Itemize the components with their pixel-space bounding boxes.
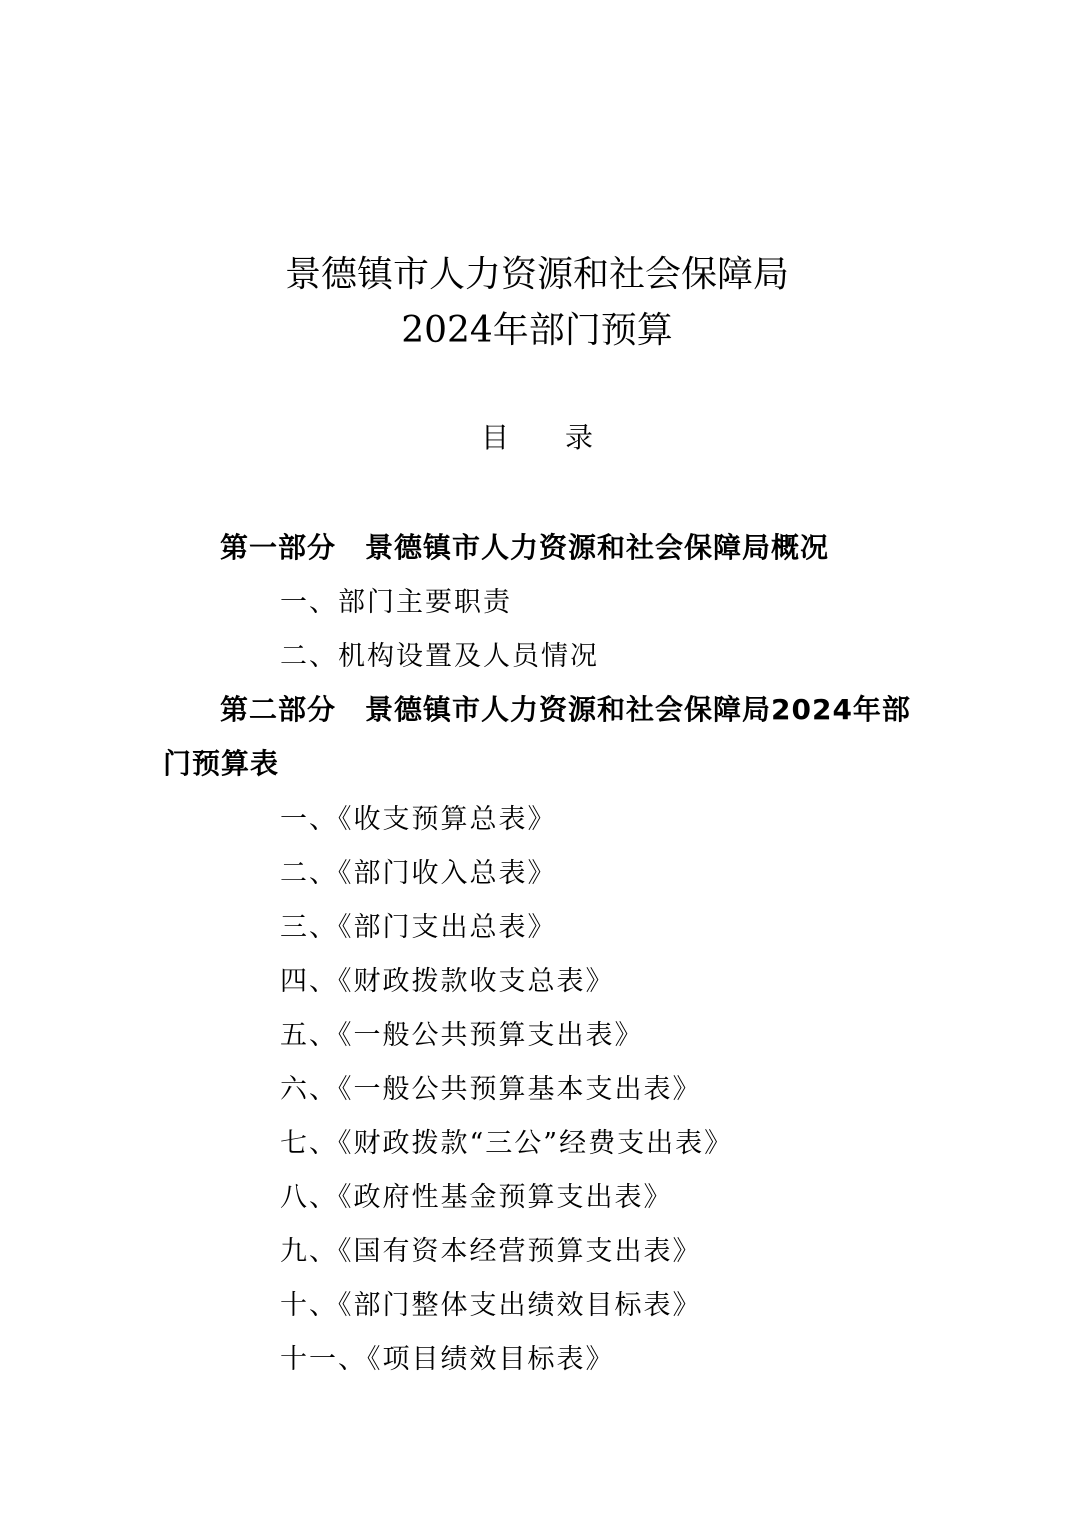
toc-item: 二、机构设置及人员情况 [280,641,599,672]
toc-item: 三、《部门支出总表》 [280,912,557,943]
toc-item: 八、《政府性基金预算支出表》 [280,1182,673,1213]
document-title-line1: 景德镇市人力资源和社会保障局 [284,254,789,295]
toc-heading: 目录 [480,421,649,454]
toc-item: 二、《部门收入总表》 [280,858,557,889]
toc-item: 五、《一般公共预算支出表》 [280,1020,644,1051]
document-title-line2: 2024年部门预算 [401,310,673,351]
toc-item: 九、《国有资本经营预算支出表》 [280,1236,702,1267]
toc-item: 四、《财政拨款收支总表》 [280,966,615,997]
toc-item: 十一、《项目绩效目标表》 [280,1344,615,1375]
toc-item: 一、《收支预算总表》 [280,804,557,835]
part2-heading-line2: 门预算表 [163,747,280,780]
part1-heading: 第一部分 景德镇市人力资源和社会保障局概况 [220,531,830,564]
toc-item: 六、《一般公共预算基本支出表》 [280,1074,702,1105]
toc-item: 一、部门主要职责 [280,587,512,618]
toc-item: 十、《部门整体支出绩效目标表》 [280,1290,702,1321]
part2-heading-line1: 第二部分 景德镇市人力资源和社会保障局2024年部 [220,693,911,726]
toc-item: 七、《财政拨款“三公”经费支出表》 [280,1128,734,1159]
